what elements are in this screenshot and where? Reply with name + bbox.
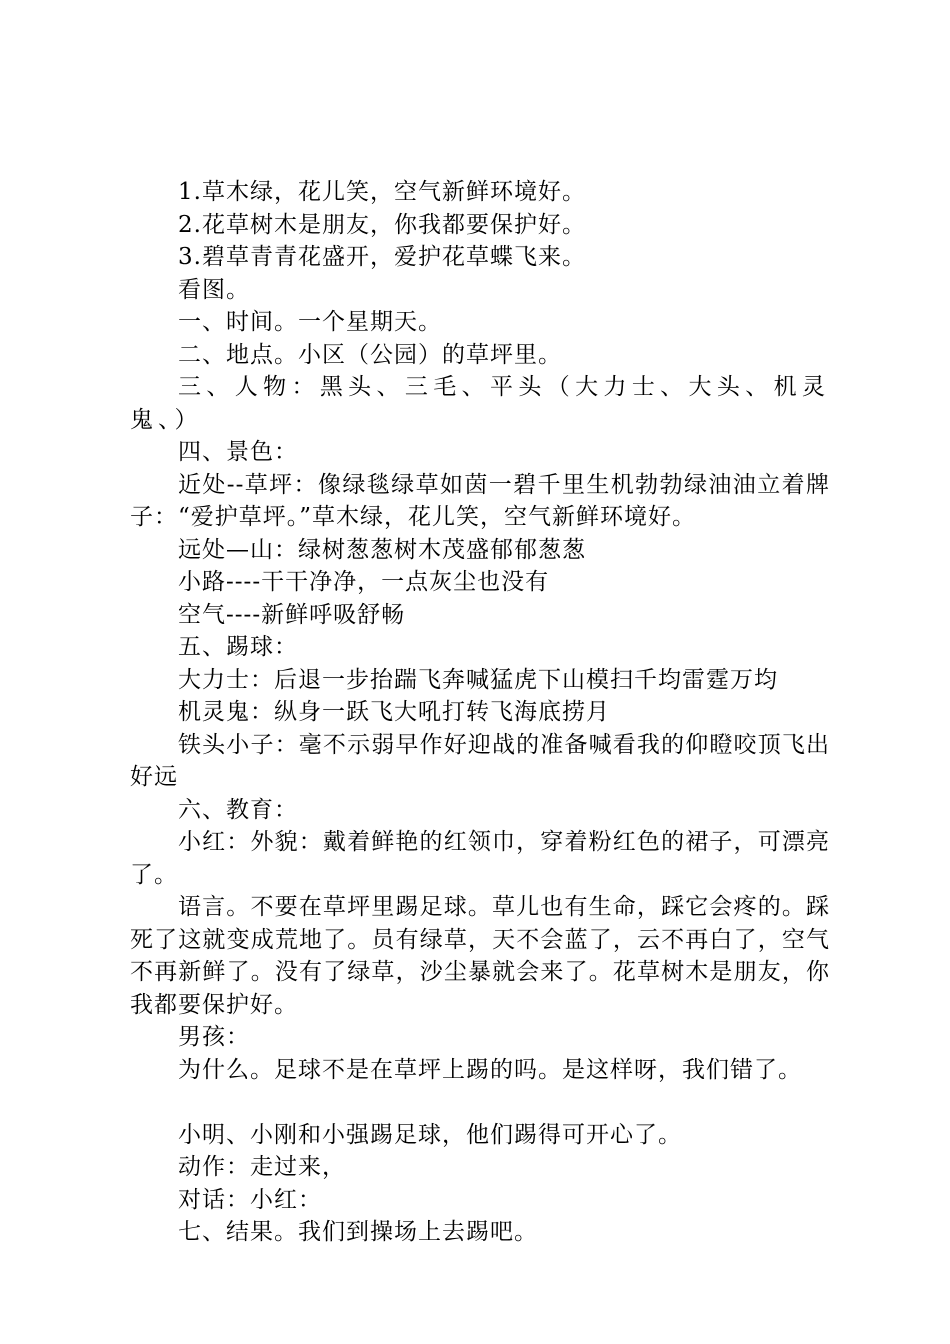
boy-label: 男孩：: [178, 1024, 250, 1050]
blank-line: [130, 1086, 830, 1119]
boy-speech: 为什么。足球不是在草坪上踢的吗。是这样呀，我们错了。: [178, 1056, 802, 1083]
story-dialogue: 对话：小红：: [178, 1186, 322, 1213]
slogan-2: 2.花草树木是朋友，你我都要保护好。: [178, 211, 586, 238]
section-education: 六、教育：: [178, 796, 298, 823]
section-result: 七、结果。我们到操场上去踢吧。: [178, 1219, 538, 1245]
football-clever: 机灵鬼：纵身一跃飞大吼打转飞海底捞月: [178, 699, 610, 725]
education-speech: 语言。不要在草坪里踢足球。草儿也有生命，踩它会疼的。踩死了这就变成荒地了。员有绿草，天不会蓝了，云不再白了，空气不再新鲜了。没有了绿草，沙尘暴就会来了。花草树木是朋友，你我都要保护好。: [130, 894, 830, 1018]
document-body: [130, 176, 830, 1249]
section-time: 一、时间。一个星期天。: [178, 309, 442, 335]
scenery-air: 空气----新鲜呼吸舒畅: [178, 601, 406, 628]
story-action: 动作：走过来，: [178, 1154, 346, 1180]
section-football: 五、踢球：: [178, 634, 298, 660]
football-strongman: 大力士：后退一步抬踹飞奔喊猛虎下山模扫千均雷霆万均: [178, 666, 778, 693]
slogan-1: 1.草木绿，花儿笑，空气新鲜环境好。: [178, 179, 586, 205]
football-ironhead: 铁头小子：毫不示弱早作好迎战的准备喊看我的仰瞪咬顶飞出好远: [130, 731, 830, 790]
section-characters: 三、人物：黑头、三毛、平头（大力士、大头、机灵鬼、）: [130, 374, 830, 433]
slogan-3: 3.碧草青青花盛开，爱护花草蝶飞来。: [178, 244, 586, 270]
story-intro: 小明、小刚和小强踢足球，他们踢得可开心了。: [178, 1121, 682, 1148]
section-place: 二、地点。小区（公园）的草坪里。: [178, 341, 562, 368]
section-scenery: 四、景色：: [178, 439, 298, 465]
scenery-far: 远处—山：绿树葱葱树木茂盛郁郁葱葱: [178, 536, 586, 563]
education-xiaohong: 小红：外貌：戴着鲜艳的红领巾，穿着粉红色的裙子，可漂亮了。: [130, 829, 830, 888]
scenery-near: 近处--草坪：像绿毯绿草如茵一碧千里生机勃勃绿油油立着牌子：“爱护草坪。”草木绿，花儿笑，空气新鲜环境好。: [130, 471, 830, 530]
scenery-road: 小路----干干净净，一点灰尘也没有: [178, 569, 550, 595]
look-at-picture: 看图。: [178, 276, 250, 303]
